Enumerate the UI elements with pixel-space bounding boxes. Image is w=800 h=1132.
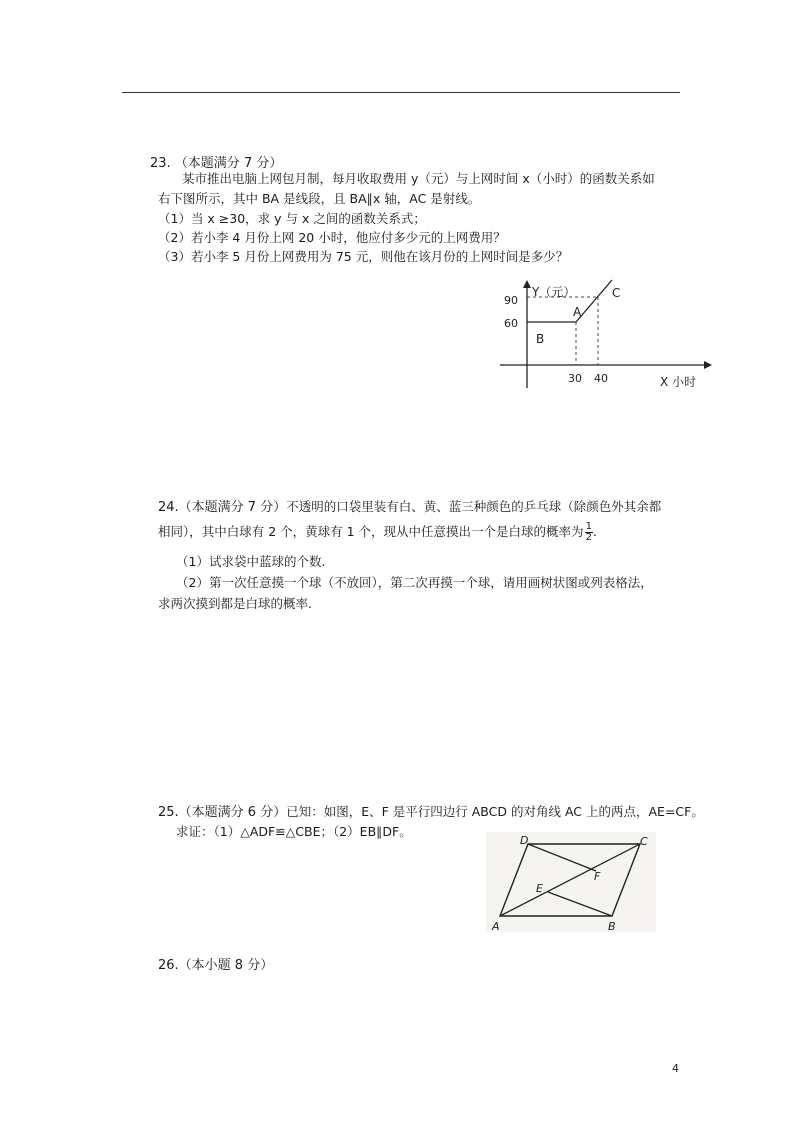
y-axis-label: Y（元） — [532, 285, 576, 299]
q23-line2: 右下图所示，其中 BA 是线段，且 BA∥x 轴，AC 是射线。 — [158, 191, 481, 206]
q25-line2: 求证：（1）△ADF≌△CBE；（2）EB∥DF。 — [176, 824, 412, 839]
page-number: 4 — [672, 1062, 679, 1075]
figure-background — [486, 832, 656, 932]
q26-title: 26.（本小题 8 分） — [158, 958, 274, 973]
x-axis-label: X 小时 — [660, 375, 697, 389]
q23-graph — [490, 270, 720, 400]
q24-line2 — [158, 522, 597, 543]
q23-part2: （2）若小李 4 月份上网 20 小时，他应付多少元的上网费用？ — [158, 230, 506, 245]
header-rule — [122, 92, 680, 93]
q23-line1: 某市推出电脑上网包月制，每月收取费用 y（元）与上网时间 x（小时）的函数关系如 — [182, 171, 655, 186]
q24-line2-text: 相同），其中白球有 2 个，黄球有 1 个，现从中任意摸出一个是白球的概率为 — [158, 524, 584, 539]
point-a-label: A — [573, 305, 582, 319]
q24-part1: （1）试求袋中蓝球的个数. — [176, 554, 326, 569]
q23-title: 23. （本题满分 7 分） — [150, 156, 283, 171]
q23-part1: （1）当 x ≥30，求 y 与 x 之间的函数关系式； — [158, 211, 426, 226]
y-tick-60: 60 — [504, 317, 518, 330]
label-b: B — [608, 920, 616, 932]
q25-title: 25.（本题满分 6 分） — [158, 805, 287, 820]
x-axis-arrow-icon — [704, 361, 712, 369]
label-d: D — [520, 834, 529, 847]
q24-part2-cont: 求两次摸到都是白球的概率. — [158, 596, 312, 611]
label-a: A — [492, 920, 500, 932]
label-c: C — [640, 835, 648, 848]
ray-ac — [576, 280, 612, 322]
q25-line1-text: 已知：如图，E、F 是平行四边行 ABCD 的对角线 AC 上的两点，AE=CF。 — [286, 804, 704, 819]
q24-part2: （2）第一次任意摸一个球（不放回），第二次再摸一个球，请用画树状图或列表格法， — [176, 575, 653, 590]
q24-title: 24.（本题满分 7 分） — [158, 500, 287, 515]
q25-figure — [486, 832, 656, 932]
point-b-label: B — [536, 332, 545, 346]
label-e: E — [536, 882, 543, 895]
q25-line1 — [158, 803, 704, 821]
q24-line2-end: . — [592, 524, 597, 539]
x-tick-30: 30 — [568, 372, 582, 385]
q24-line1-text: 不透明的口袋里装有白、黄、蓝三种颜色的乒乓球（除颜色外其余都 — [286, 499, 662, 514]
x-tick-40: 40 — [594, 372, 608, 385]
y-axis-arrow-icon — [523, 280, 531, 288]
point-c-label: C — [612, 286, 621, 300]
fraction-numerator: 1 — [585, 521, 592, 532]
label-f: F — [594, 870, 601, 883]
q24-line1 — [158, 498, 661, 516]
q23-part3: （3）若小李 5 月份上网费用为 75 元，则他在该月份的上网时间是多少？ — [158, 249, 569, 264]
fraction-denominator: 2 — [585, 532, 592, 543]
y-tick-90: 90 — [504, 294, 518, 307]
q24-fraction — [585, 522, 593, 543]
